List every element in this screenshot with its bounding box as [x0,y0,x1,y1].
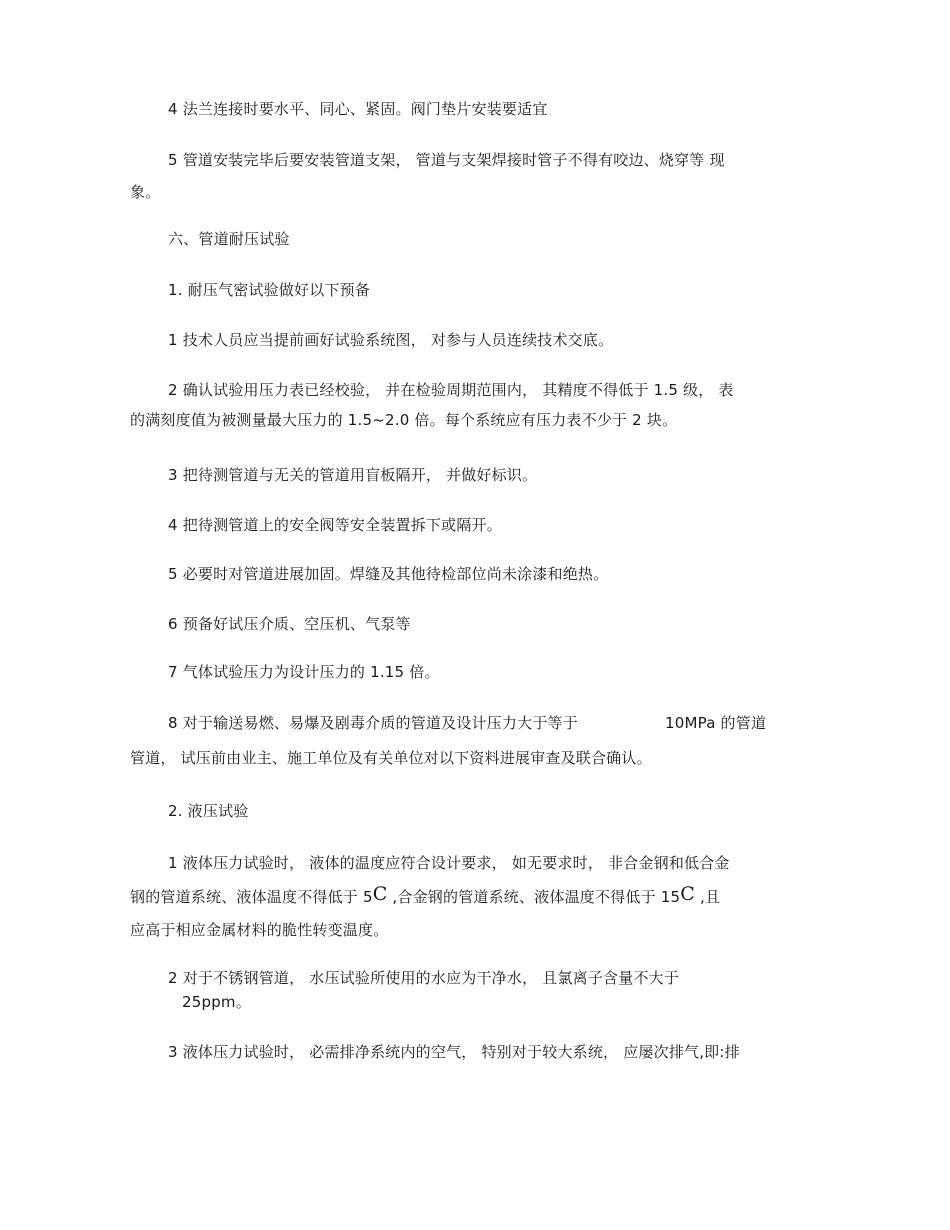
text-segment: ,合金钢的管道系统、液体温度不得低于 15 [387,888,681,906]
text-line: 25ppm。 [182,993,251,1011]
text-line: 应高于相应金属材料的脆性转变温度。 [130,921,389,939]
text-line: 4 法兰连接时要水平、同心、紧固。阀门垫片安装要适宜 [168,100,548,118]
text-line: 7 气体试验压力为设计压力的 1.15 倍。 [168,663,440,681]
subsection-heading: 2. 液压试验 [168,802,249,820]
text-line: 1 液体压力试验时， 液体的温度应符合设计要求， 如无要求时， 非合金钢和低合金 [168,854,730,872]
text-line [130,883,721,907]
text-line: 6 预备好试压介质、空压机、气泵等 [168,615,411,633]
text-segment: 钢的管道系统、液体温度不得低于 5 [130,888,373,906]
text-line: 8 对于输送易燃、易爆及剧毒介质的管道及设计压力大于等于 [168,714,578,732]
text-line: 管道， 试压前由业主、施工单位及有关单位对以下资料进展审查及联合确认。 [130,749,652,767]
text-segment: ,且 [695,888,721,906]
subsection-heading: 1. 耐压气密试验做好以下预备 [168,281,371,299]
text-line: 3 液体压力试验时， 必需排净系统内的空气， 特别对于较大系统， 应屡次排气,即:排 [168,1043,740,1061]
celsius-symbol: C [372,883,388,905]
text-line: 1 技术人员应当提前画好试验系统图， 对参与人员连续技术交底。 [168,331,614,349]
text-line: 5 管道安装完毕后要安装管道支架， 管道与支架焊接时管子不得有咬边、烧穿等 现 [168,151,725,169]
text-line: 5 必要时对管道进展加固。焊缝及其他待检部位尚未涂漆和绝热。 [168,565,609,583]
text-line: 3 把待测管道与无关的管道用盲板隔开， 并做好标识。 [168,466,538,484]
text-line: 2 确认试验用压力表已经校验， 并在检验周期范围内， 其精度不得低于 1.5 级， 表 [168,381,734,399]
celsius-symbol: C [680,883,696,905]
text-line: 4 把待测管道上的安全阀等安全装置拆下或隔开。 [168,516,502,534]
text-line: 2 对于不锈钢管道， 水压试验所使用的水应为干净水， 且氯离子含量不大于 [168,969,680,987]
section-heading: 六、管道耐压试验 [168,230,290,248]
text-line: 象。 [130,183,161,201]
text-line: 的满刻度值为被测量最大压力的 1.5~2.0 倍。每个系统应有压力表不少于 2 块。 [130,411,678,429]
text-line: 10MPa 的管道 [665,714,767,732]
